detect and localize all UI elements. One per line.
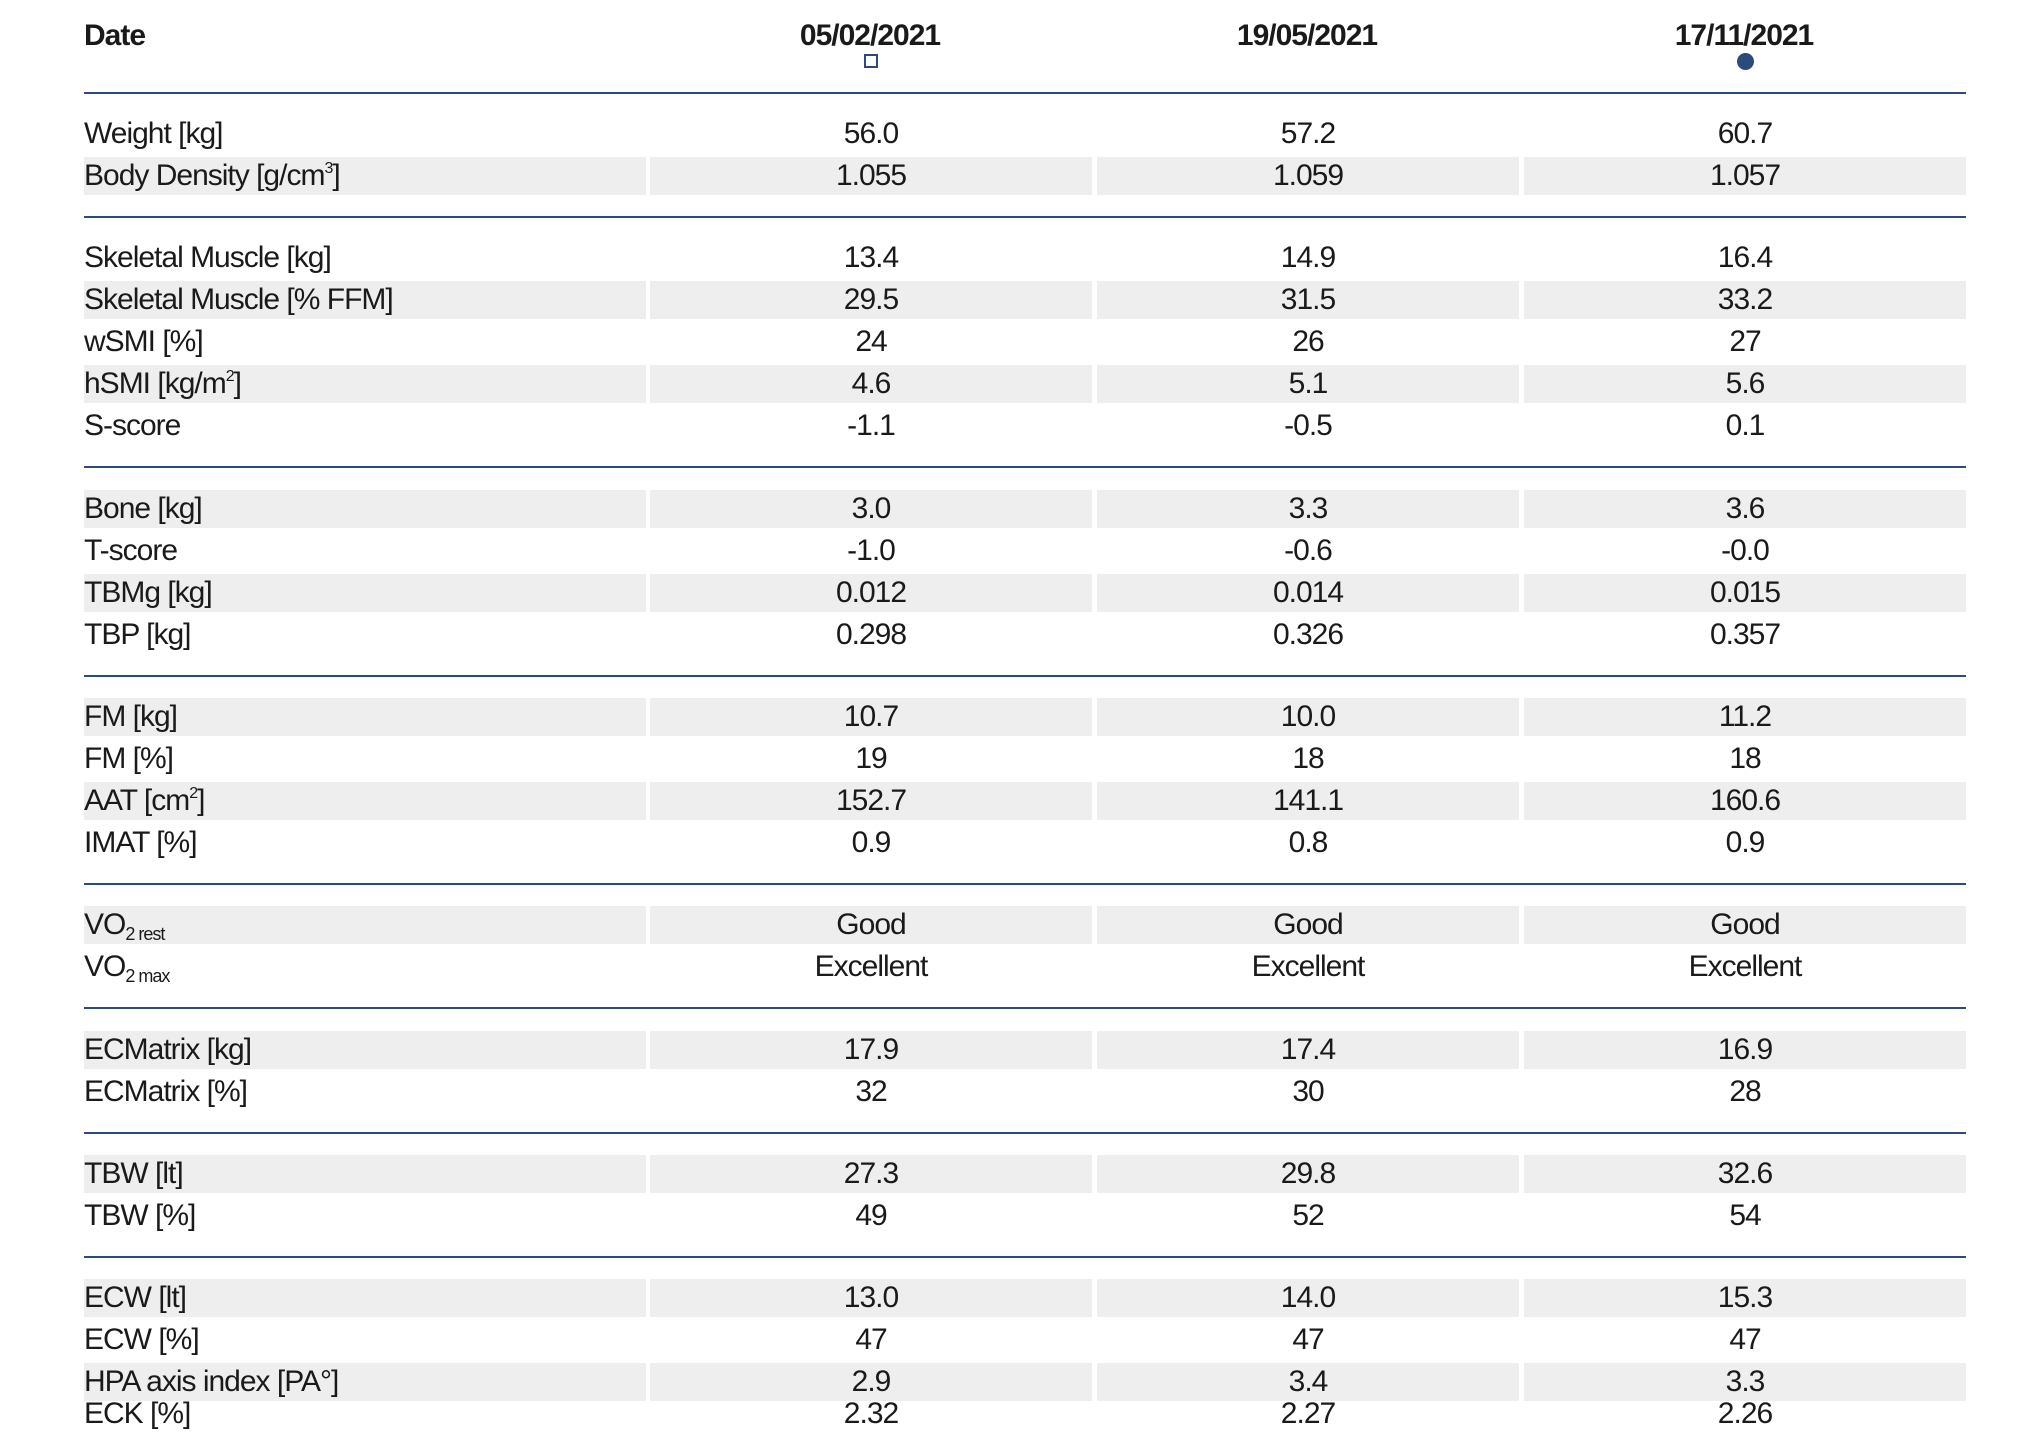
section-divider <box>84 1007 1966 1009</box>
row-label: T-score <box>84 534 178 567</box>
value-cell: Good <box>1524 906 1966 944</box>
value-cell: 2.32 <box>843 1397 899 1430</box>
table-row <box>0 1395 2030 1433</box>
dot-marker-icon <box>1737 53 1754 70</box>
value-cell: 54 <box>1729 1199 1761 1232</box>
section-divider <box>84 1132 1966 1134</box>
value-cell: Excellent <box>1688 950 1802 983</box>
row-label: FM [kg] <box>84 698 646 736</box>
value-cell: 2.26 <box>1717 1397 1773 1430</box>
row-label: S-score <box>84 409 181 442</box>
value-cell: 1.059 <box>1097 157 1519 195</box>
value-cell: 29.5 <box>650 281 1092 319</box>
value-cell: 14.0 <box>1097 1279 1519 1317</box>
table-row <box>0 365 2030 403</box>
value-cell: -0.5 <box>1284 409 1332 442</box>
value-cell: 160.6 <box>1524 782 1966 820</box>
value-cell: 0.326 <box>1272 618 1344 651</box>
row-label: ECW [%] <box>84 1323 199 1356</box>
value-cell: 31.5 <box>1097 281 1519 319</box>
row-label: wSMI [%] <box>84 325 203 358</box>
row-label: HPA axis index [PA°] <box>84 1363 646 1401</box>
value-cell: 47 <box>1292 1323 1324 1356</box>
row-label: ECK [%] <box>84 1397 191 1430</box>
value-cell: 1.057 <box>1524 157 1966 195</box>
section-divider <box>84 92 1966 94</box>
value-cell: -0.6 <box>1284 534 1332 567</box>
row-label: ECMatrix [kg] <box>84 1031 646 1069</box>
value-cell: 32 <box>855 1075 887 1108</box>
row-label: hSMI $[kg/m^2]$ <box>84 365 646 403</box>
value-cell: 10.7 <box>650 698 1092 736</box>
table-row <box>0 115 2030 153</box>
row-label: $VO_{2 max}$ <box>84 950 170 986</box>
value-cell: 152.7 <box>650 782 1092 820</box>
value-cell: 0.014 <box>1097 574 1519 612</box>
value-cell: 2.27 <box>1280 1397 1336 1430</box>
row-label: FM [%] <box>84 742 173 775</box>
table-row <box>0 1155 2030 1193</box>
value-cell: 3.3 <box>1524 1363 1966 1401</box>
row-label: $VO_{2 rest}$ <box>84 906 646 944</box>
row-label: AAT $[cm^2]$ <box>84 782 646 820</box>
date-column-3: 17/11/2021 <box>1674 19 1814 52</box>
value-cell: 49 <box>855 1199 887 1232</box>
row-label: Body Density $[g/cm^3]$ <box>84 157 646 195</box>
value-cell: -1.1 <box>847 409 895 442</box>
value-cell: 15.3 <box>1524 1279 1966 1317</box>
value-cell: 0.9 <box>851 826 891 859</box>
value-cell: 19 <box>855 742 887 775</box>
value-cell: 1.055 <box>650 157 1092 195</box>
value-cell: 17.4 <box>1097 1031 1519 1069</box>
row-label: TBW [%] <box>84 1199 196 1232</box>
value-cell: 0.298 <box>835 618 907 651</box>
value-cell: 0.1 <box>1725 409 1765 442</box>
value-cell: 27 <box>1729 325 1761 358</box>
table-row <box>0 281 2030 319</box>
value-cell: 141.1 <box>1097 782 1519 820</box>
row-label: ECMatrix [%] <box>84 1075 248 1108</box>
value-cell: 18 <box>1729 742 1761 775</box>
section-divider <box>84 883 1966 885</box>
date-header-label: Date <box>84 19 146 52</box>
row-label: TBMg [kg] <box>84 574 646 612</box>
value-cell: 3.6 <box>1524 490 1966 528</box>
value-cell: 2.9 <box>650 1363 1092 1401</box>
section-divider <box>84 1256 1966 1258</box>
table-row <box>0 323 2030 361</box>
value-cell: 4.6 <box>650 365 1092 403</box>
value-cell: 0.015 <box>1524 574 1966 612</box>
row-label: Weight [kg] <box>84 117 223 150</box>
value-cell: 0.357 <box>1709 618 1781 651</box>
table-row <box>0 574 2030 612</box>
value-cell: 32.6 <box>1524 1155 1966 1193</box>
value-cell: 30 <box>1292 1075 1324 1108</box>
value-cell: 18 <box>1292 742 1324 775</box>
value-cell: 27.3 <box>650 1155 1092 1193</box>
value-cell: 17.9 <box>650 1031 1092 1069</box>
value-cell: 5.1 <box>1097 365 1519 403</box>
row-label: TBP [kg] <box>84 618 191 651</box>
value-cell: 29.8 <box>1097 1155 1519 1193</box>
value-cell: 24 <box>855 325 887 358</box>
value-cell: 11.2 <box>1524 698 1966 736</box>
value-cell: 0.8 <box>1288 826 1328 859</box>
table-row <box>0 824 2030 862</box>
row-label: ECW [lt] <box>84 1279 646 1317</box>
value-cell: Excellent <box>1251 950 1365 983</box>
value-cell: 56.0 <box>843 117 899 150</box>
section-divider <box>84 675 1966 677</box>
value-cell: Good <box>650 906 1092 944</box>
table-row <box>0 490 2030 528</box>
table-row <box>0 1197 2030 1235</box>
value-cell: 3.3 <box>1097 490 1519 528</box>
value-cell: 47 <box>855 1323 887 1356</box>
table-row <box>0 1073 2030 1111</box>
value-cell: 47 <box>1729 1323 1761 1356</box>
value-cell: 13.0 <box>650 1279 1092 1317</box>
value-cell: 3.4 <box>1097 1363 1519 1401</box>
value-cell: 16.4 <box>1717 241 1773 274</box>
table-row <box>0 1279 2030 1317</box>
value-cell: 16.9 <box>1524 1031 1966 1069</box>
value-cell: 13.4 <box>843 241 899 274</box>
table-row <box>0 616 2030 654</box>
table-row <box>0 1031 2030 1069</box>
table-row <box>0 157 2030 195</box>
table-row <box>0 698 2030 736</box>
date-column-2: 19/05/2021 <box>1236 19 1378 52</box>
value-cell: -1.0 <box>847 534 895 567</box>
row-label: Skeletal Muscle [kg] <box>84 241 331 274</box>
value-cell: -0.0 <box>1721 534 1769 567</box>
row-label: Skeletal Muscle [% FFM] <box>84 281 646 319</box>
table-row <box>0 906 2030 944</box>
value-cell: 52 <box>1292 1199 1324 1232</box>
value-cell: 28 <box>1729 1075 1761 1108</box>
value-cell: 57.2 <box>1280 117 1336 150</box>
table-row <box>0 782 2030 820</box>
section-divider <box>84 466 1966 468</box>
table-row <box>0 948 2030 986</box>
value-cell: 0.012 <box>650 574 1092 612</box>
value-cell: Excellent <box>814 950 928 983</box>
value-cell: 14.9 <box>1280 241 1336 274</box>
square-marker-icon <box>864 54 878 68</box>
value-cell: 33.2 <box>1524 281 1966 319</box>
row-label: IMAT [%] <box>84 826 197 859</box>
value-cell: 10.0 <box>1097 698 1519 736</box>
value-cell: 0.9 <box>1725 826 1765 859</box>
value-cell: 60.7 <box>1717 117 1773 150</box>
table-row <box>0 407 2030 445</box>
table-row <box>0 239 2030 277</box>
section-divider <box>84 216 1966 218</box>
table-row <box>0 532 2030 570</box>
value-cell: 5.6 <box>1524 365 1966 403</box>
value-cell: 3.0 <box>650 490 1092 528</box>
value-cell: 26 <box>1292 325 1324 358</box>
row-label: TBW [lt] <box>84 1155 646 1193</box>
row-label: Bone [kg] <box>84 490 646 528</box>
table-row <box>0 1321 2030 1359</box>
date-column-1: 05/02/2021 <box>799 19 941 52</box>
table-row <box>0 740 2030 778</box>
value-cell: Good <box>1097 906 1519 944</box>
